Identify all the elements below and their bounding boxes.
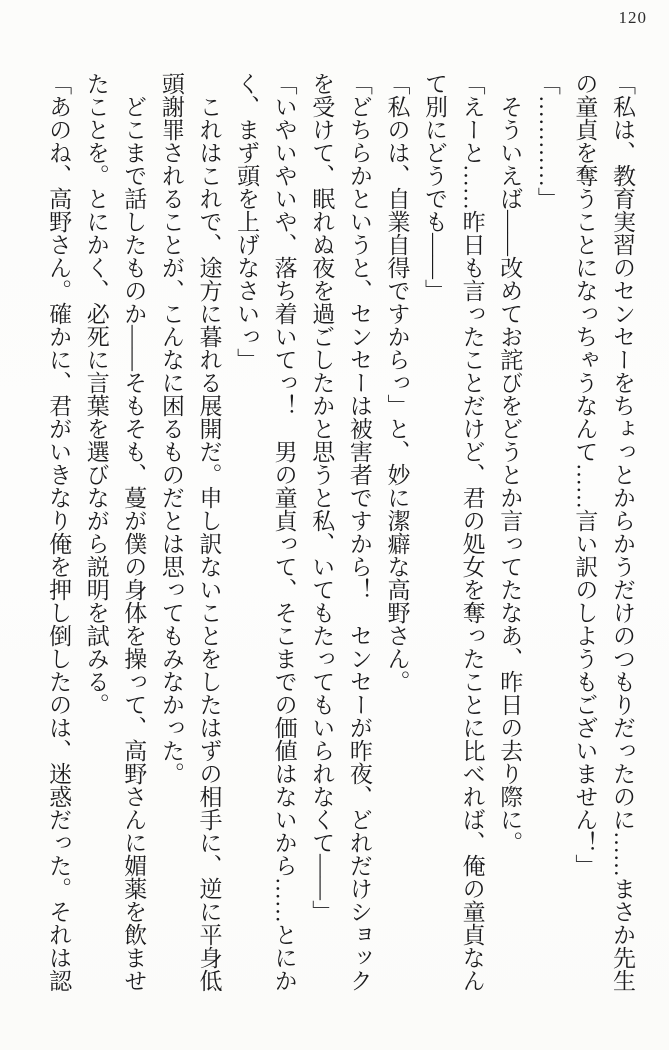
- text-line: 「えーと……昨日も言ったことだけど、君の処女を奪ったことに比べれば、俺の童貞なん: [459, 72, 485, 992]
- text-line: たことを。とにかく、必死に言葉を選びながら説明を試みる。: [83, 72, 109, 716]
- text-line: 「あのね、高野さん。確かに、君がいきなり俺を押し倒したのは、迷惑だった。それは認: [46, 72, 72, 992]
- text-line: 頭謝罪されることが、こんなに困るものだとは思ってもみなかった。: [158, 72, 184, 785]
- text-line: て別にどうでも――」: [422, 72, 448, 302]
- text-line: 「どちらかというと、センセーは被害者ですから！ センセーが昨夜、どれだけショック: [346, 72, 372, 992]
- text-line: そういえば――改めてお詫びをどうとか言ってたなあ、昨日の去り際に。: [497, 95, 523, 854]
- text-line: 「私のは、自業自得ですからっ」と、妙に潔癖な高野さん。: [384, 72, 410, 693]
- text-line: どこまで話したものか――そもそも、蔓が僕の身体を操って、高野さんに媚薬を飲ませ: [121, 95, 147, 992]
- text-line: 「いやいやいや、落ち着いてっ！ 男の童貞って、そこまでの価値はないから……とにか: [271, 72, 297, 992]
- text-line: 「…………」: [534, 72, 560, 210]
- text-line: く、まず頭を上げなさいっ」: [234, 72, 260, 371]
- text-line: を受けて、眠れぬ夜を過ごしたかと思うと私、いてもたってもいられなくて――」: [309, 72, 335, 923]
- page-text: [40, 72, 642, 1020]
- text-line: これはこれで、途方に暮れる展開だ。申し訳ないことをしたはずの相手に、逆に平身低: [196, 95, 222, 992]
- page-number: 120: [618, 8, 647, 27]
- text-line: 「私は、教育実習のセンセーをちょっとからかうだけのつもりだったのに……まさか先生: [610, 72, 635, 992]
- text-line: の童貞を奪うことになっちゃうなんて……言い訳のしようもございません！」: [572, 72, 598, 877]
